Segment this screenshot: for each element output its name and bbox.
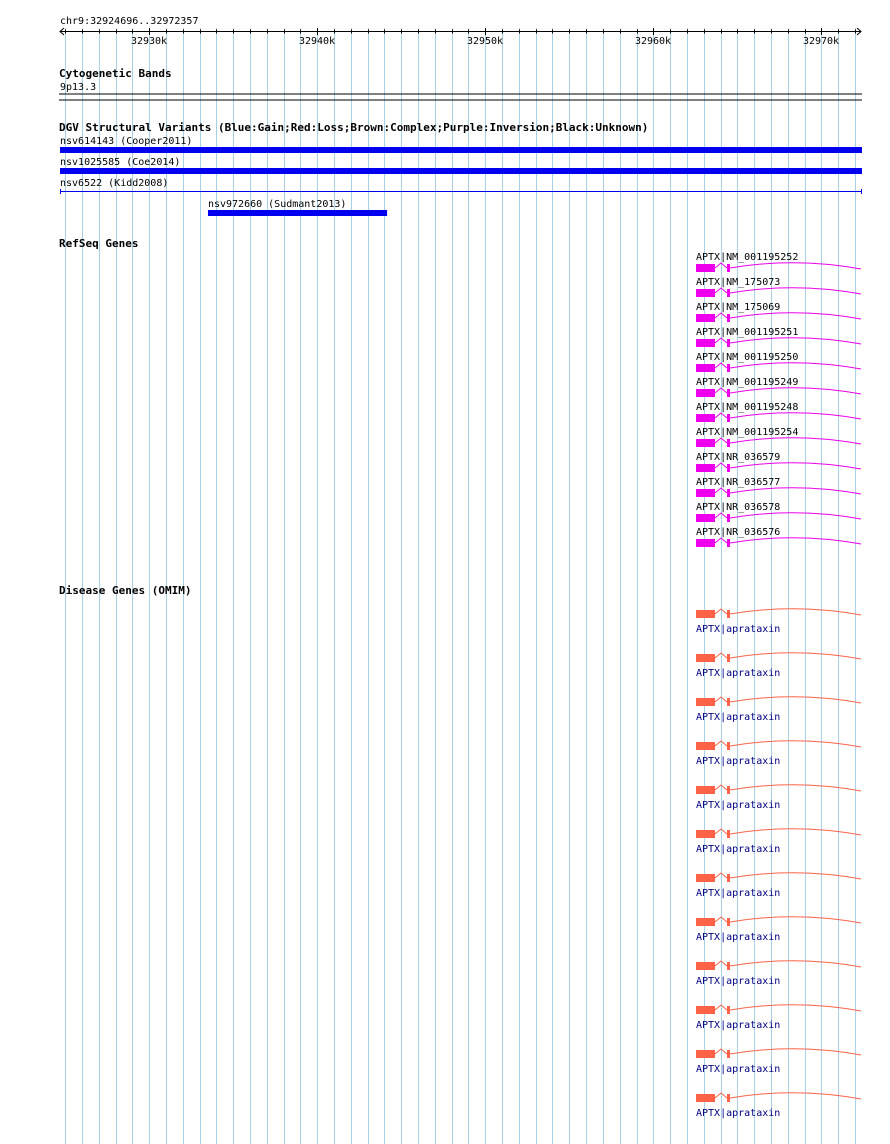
omim-gene-intron bbox=[730, 697, 861, 703]
omim-gene-intron bbox=[730, 609, 861, 615]
refseq-transcript-intron bbox=[730, 513, 861, 519]
omim-gene-exon[interactable] bbox=[727, 962, 730, 970]
cyto-band-label: 9p13.3 bbox=[60, 82, 97, 93]
refseq-transcript-label[interactable]: APTX|NM_175069 bbox=[696, 302, 781, 313]
omim-gene-intron bbox=[730, 873, 861, 879]
omim-gene-label[interactable]: APTX|aprataxin bbox=[696, 1108, 781, 1119]
refseq-transcript-label[interactable]: APTX|NM_001195249 bbox=[696, 377, 799, 388]
omim-gene-exon[interactable] bbox=[727, 654, 730, 662]
refseq-transcript-intron bbox=[730, 288, 861, 294]
omim-track-title: Disease Genes (OMIM) bbox=[59, 584, 192, 597]
refseq-transcript-label[interactable]: APTX|NM_001195252 bbox=[696, 252, 799, 263]
omim-gene-label[interactable]: APTX|aprataxin bbox=[696, 668, 781, 679]
omim-gene-exon[interactable] bbox=[696, 874, 715, 882]
omim-gene-exon[interactable] bbox=[696, 1050, 715, 1058]
omim-gene-label[interactable]: APTX|aprataxin bbox=[696, 712, 781, 723]
omim-gene-label[interactable]: APTX|aprataxin bbox=[696, 976, 781, 987]
refseq-transcript-exon[interactable] bbox=[727, 539, 730, 547]
dgv-feature-bar[interactable] bbox=[60, 147, 862, 153]
refseq-transcript-intron bbox=[730, 413, 861, 419]
refseq-track bbox=[696, 252, 861, 547]
omim-gene-exon[interactable] bbox=[696, 962, 715, 970]
refseq-transcript-label[interactable]: APTX|NR_036576 bbox=[696, 527, 781, 538]
dgv-feature-label[interactable]: nsv6522 (Kidd2008) bbox=[60, 178, 169, 189]
ruler-tick-label: 32930k bbox=[130, 36, 168, 47]
refseq-transcript-exon[interactable] bbox=[696, 514, 715, 522]
omim-gene-intron bbox=[730, 961, 861, 967]
omim-gene-exon[interactable] bbox=[727, 610, 730, 618]
omim-gene-exon[interactable] bbox=[727, 742, 730, 750]
refseq-transcript-intron bbox=[730, 263, 861, 269]
omim-gene-exon[interactable] bbox=[727, 918, 730, 926]
omim-gene-label[interactable]: APTX|aprataxin bbox=[696, 756, 781, 767]
dgv-feature-bar[interactable] bbox=[208, 210, 387, 216]
omim-gene-intron bbox=[730, 1005, 861, 1011]
refseq-transcript-intron bbox=[730, 363, 861, 369]
refseq-transcript-intron bbox=[730, 538, 861, 544]
refseq-transcript-exon[interactable] bbox=[727, 364, 730, 372]
omim-gene-label[interactable]: APTX|aprataxin bbox=[696, 932, 781, 943]
refseq-transcript-exon[interactable] bbox=[696, 264, 715, 272]
refseq-transcript-exon[interactable] bbox=[696, 414, 715, 422]
refseq-transcript-exon[interactable] bbox=[696, 389, 715, 397]
refseq-transcript-label[interactable]: APTX|NR_036579 bbox=[696, 452, 781, 463]
dgv-feature-label[interactable]: nsv614143 (Cooper2011) bbox=[60, 136, 193, 147]
refseq-transcript-label[interactable]: APTX|NM_175073 bbox=[696, 277, 781, 288]
refseq-transcript-label[interactable]: APTX|NM_001195254 bbox=[696, 427, 799, 438]
omim-gene-exon[interactable] bbox=[696, 654, 715, 662]
refseq-transcript-exon[interactable] bbox=[696, 439, 715, 447]
refseq-transcript-label[interactable]: APTX|NM_001195251 bbox=[696, 327, 799, 338]
refseq-transcript-intron bbox=[730, 313, 861, 319]
omim-gene-exon[interactable] bbox=[696, 698, 715, 706]
refseq-transcript-exon[interactable] bbox=[727, 289, 730, 297]
omim-gene-intron bbox=[730, 785, 861, 791]
omim-gene-intron bbox=[730, 917, 861, 923]
omim-gene-intron bbox=[730, 1049, 861, 1055]
refseq-transcript-label[interactable]: APTX|NM_001195250 bbox=[696, 352, 799, 363]
refseq-transcript-label[interactable]: APTX|NR_036578 bbox=[696, 502, 781, 513]
refseq-transcript-exon[interactable] bbox=[696, 539, 715, 547]
omim-gene-label[interactable]: APTX|aprataxin bbox=[696, 844, 781, 855]
ruler-tick-label: 32960k bbox=[634, 36, 672, 47]
omim-gene-exon[interactable] bbox=[696, 918, 715, 926]
omim-gene-exon[interactable] bbox=[727, 698, 730, 706]
ruler-tick-label: 32950k bbox=[466, 36, 504, 47]
refseq-transcript-exon[interactable] bbox=[727, 339, 730, 347]
refseq-transcript-intron bbox=[730, 488, 861, 494]
omim-gene-exon[interactable] bbox=[696, 742, 715, 750]
refseq-transcript-exon[interactable] bbox=[727, 439, 730, 447]
refseq-transcript-exon[interactable] bbox=[696, 489, 715, 497]
dgv-track-title: DGV Structural Variants (Blue:Gain;Red:Loss;Brown:Complex;Purple:Inversion;Black:Unknown) bbox=[59, 121, 649, 134]
omim-gene-label[interactable]: APTX|aprataxin bbox=[696, 888, 781, 899]
omim-gene-label[interactable]: APTX|aprataxin bbox=[696, 1020, 781, 1031]
omim-gene-exon[interactable] bbox=[696, 610, 715, 618]
omim-track bbox=[696, 609, 861, 1119]
omim-gene-exon[interactable] bbox=[727, 874, 730, 882]
omim-gene-label[interactable]: APTX|aprataxin bbox=[696, 624, 781, 635]
dgv-feature-label[interactable]: nsv1025585 (Coe2014) bbox=[60, 157, 181, 168]
refseq-transcript-exon[interactable] bbox=[696, 464, 715, 472]
refseq-transcript-intron bbox=[730, 388, 861, 394]
omim-gene-exon[interactable] bbox=[727, 1050, 730, 1058]
dgv-feature-label[interactable]: nsv972660 (Sudmant2013) bbox=[207, 199, 347, 210]
omim-gene-exon[interactable] bbox=[727, 1006, 730, 1014]
refseq-transcript-intron bbox=[730, 438, 861, 444]
omim-gene-exon[interactable] bbox=[696, 786, 715, 794]
refseq-transcript-exon[interactable] bbox=[727, 414, 730, 422]
refseq-transcript-exon[interactable] bbox=[727, 389, 730, 397]
dgv-feature-bar[interactable] bbox=[60, 168, 862, 174]
omim-gene-label[interactable]: APTX|aprataxin bbox=[696, 800, 781, 811]
cyto-track-title: Cytogenetic Bands bbox=[59, 67, 172, 80]
refseq-transcript-intron bbox=[730, 463, 861, 469]
refseq-transcript-exon[interactable] bbox=[696, 339, 715, 347]
refseq-transcript-label[interactable]: APTX|NM_001195248 bbox=[696, 402, 799, 413]
refseq-transcript-exon[interactable] bbox=[727, 514, 730, 522]
omim-gene-intron bbox=[730, 653, 861, 659]
refseq-transcript-intron bbox=[730, 338, 861, 344]
refseq-transcript-exon[interactable] bbox=[727, 314, 730, 322]
dgv-track bbox=[60, 136, 862, 216]
ruler-tick-label: 32940k bbox=[298, 36, 336, 47]
omim-gene-exon[interactable] bbox=[696, 1006, 715, 1014]
omim-gene-exon[interactable] bbox=[727, 1094, 730, 1102]
omim-gene-exon[interactable] bbox=[727, 786, 730, 794]
refseq-transcript-label[interactable]: APTX|NR_036577 bbox=[696, 477, 781, 488]
refseq-transcript-exon[interactable] bbox=[696, 364, 715, 372]
omim-gene-intron bbox=[730, 829, 861, 835]
refseq-transcript-exon[interactable] bbox=[696, 289, 715, 297]
refseq-transcript-exon[interactable] bbox=[727, 264, 730, 272]
refseq-transcript-exon[interactable] bbox=[727, 464, 730, 472]
ruler[interactable] bbox=[60, 28, 861, 47]
refseq-track-title: RefSeq Genes bbox=[59, 237, 139, 250]
refseq-transcript-exon[interactable] bbox=[696, 314, 715, 322]
refseq-transcript-exon[interactable] bbox=[727, 489, 730, 497]
omim-gene-intron bbox=[730, 1093, 861, 1099]
omim-gene-exon[interactable] bbox=[696, 830, 715, 838]
omim-gene-exon[interactable] bbox=[696, 1094, 715, 1102]
omim-gene-exon[interactable] bbox=[727, 830, 730, 838]
ruler-tick-label: 32970k bbox=[802, 36, 840, 47]
region-label: chr9:32924696..32972357 bbox=[60, 16, 199, 27]
omim-gene-label[interactable]: APTX|aprataxin bbox=[696, 1064, 781, 1075]
omim-gene-intron bbox=[730, 741, 861, 747]
